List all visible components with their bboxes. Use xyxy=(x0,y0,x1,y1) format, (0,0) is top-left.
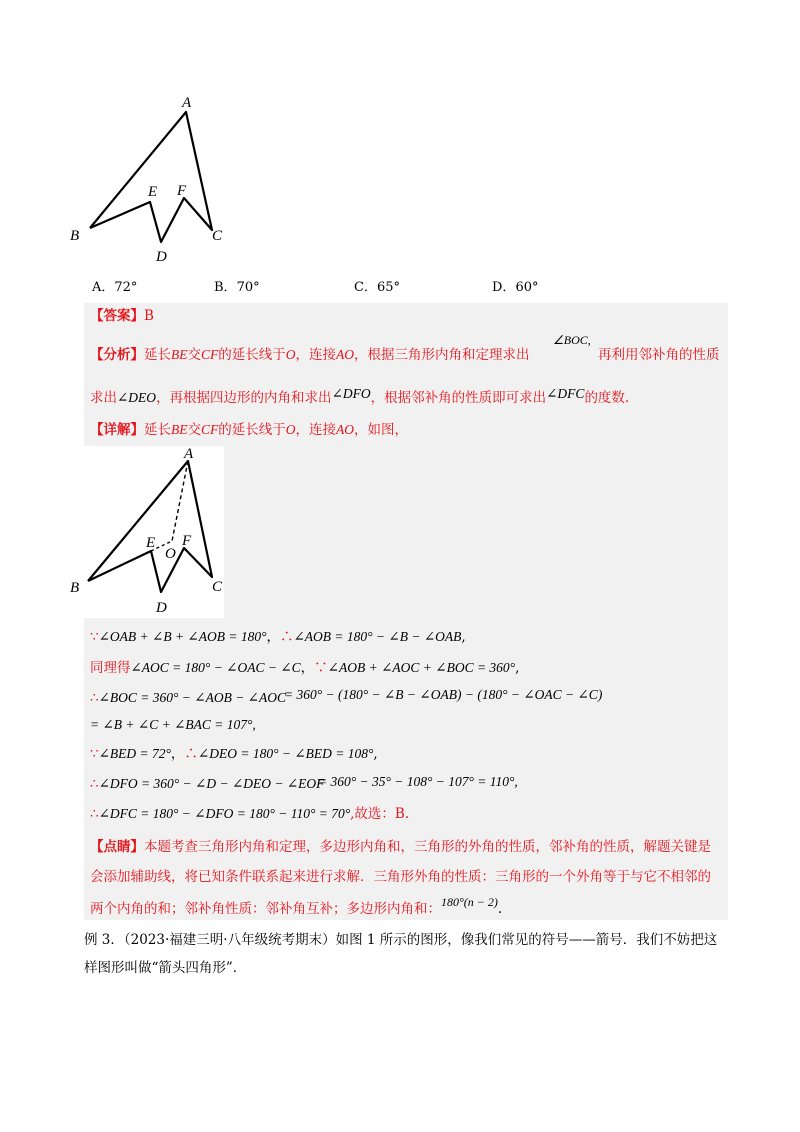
detail-tag: 【详解】 xyxy=(90,422,144,438)
figure-arrowhead-quadrilateral xyxy=(66,92,230,268)
step-7: ∴∠DFC = 180° − ∠DFO = 180° − 110° = 70°,故选：B. xyxy=(90,806,410,822)
analysis-tag: 【分析】 xyxy=(90,347,144,363)
label-O: O xyxy=(165,546,176,562)
example-3-line-1: 例 3．（2023·福建三明·八年级统考期末）如图 1 所示的图形，像我们常见的符号——箭号．我们不妨把这 xyxy=(84,932,718,948)
angle-dfo: ∠DFO xyxy=(331,386,371,401)
review-tag: 【点睛】 xyxy=(90,839,144,855)
analysis-line-1: 【分析】延长BE交CF的延长线于O，连接AO，根据三角形内角和定理求出 xyxy=(90,347,530,363)
option-b[interactable]: B．70° xyxy=(214,280,260,295)
label-D: D xyxy=(156,600,167,616)
step-6-evaluation: = 360° − 35° − 108° − 107° = 110°, xyxy=(318,774,518,789)
option-a[interactable]: A．72° xyxy=(92,280,138,295)
label-A: A xyxy=(182,95,192,111)
angle-boc: ∠BOC, xyxy=(553,333,591,347)
step-5: ∵∠BED = 72°，∴∠DEO = 180° − ∠BED = 108°, xyxy=(90,746,378,762)
detail-line: 【详解】延长BE交CF的延长线于O，连接AO，如图， xyxy=(90,422,409,438)
step-3-expansion: = 360° − (180° − ∠B − ∠OAB) − (180° − ∠OAC − ∠C) xyxy=(284,687,603,702)
angle-deo: ∠DEO xyxy=(117,390,157,405)
analysis-line-1-end: 再利用邻补角的性质 xyxy=(598,347,720,363)
option-d[interactable]: D．60° xyxy=(492,280,539,295)
analysis-line-2: 求出∠DEO，再根据四边形的内角和求出∠DFO，根据邻补角的性质即可求出∠DFC的度数. xyxy=(90,386,630,406)
label-F: F xyxy=(182,533,192,549)
example-3-line-2: 样图形叫做“箭头四角形”． xyxy=(84,960,247,976)
label-C: C xyxy=(212,579,223,595)
label-A: A xyxy=(184,446,194,462)
answer-line xyxy=(90,305,154,327)
label-C: C xyxy=(212,228,223,244)
step-2: 同理得∠AOC = 180° − ∠OAC − ∠C，∵∠AOB + ∠AOC + ∠BOC = 360°, xyxy=(90,660,520,676)
label-B: B xyxy=(70,228,80,244)
step-3: ∴∠BOC = 360° − ∠AOB − ∠AOC xyxy=(90,690,286,706)
label-E: E xyxy=(148,184,158,200)
figure-with-auxiliary-line xyxy=(66,446,224,618)
step-6: ∴∠DFO = 360° − ∠D − ∠DEO − ∠EOF xyxy=(90,776,325,792)
label-E: E xyxy=(146,535,156,551)
label-D: D xyxy=(156,249,167,265)
option-c[interactable]: C．65° xyxy=(354,280,400,295)
review-line-1: 【点睛】本题考查三角形内角和定理，多边形内角和，三角形的外角的性质，邻补角的性质，解题关键是 xyxy=(90,839,711,855)
answer-options xyxy=(92,276,712,298)
label-F: F xyxy=(177,183,187,199)
angle-dfc: ∠DFC xyxy=(546,386,585,401)
answer-value: B xyxy=(144,308,154,324)
review-line-3: 两个内角的和；邻补角性质：邻补角互补；多边形内角和：180°(n − 2). xyxy=(90,895,503,917)
review-line-2: 会添加辅助线，将已知条件联系起来进行求解．三角形外角的性质：三角形的一个外角等于与它不相邻的 xyxy=(90,869,711,885)
step-4: = ∠B + ∠C + ∠BAC = 107°, xyxy=(90,717,256,732)
answer-tag: 【答案】 xyxy=(90,308,144,324)
polygon-angle-sum-formula: 180°(n − 2) xyxy=(441,895,498,909)
label-B: B xyxy=(70,580,80,596)
step-1: ∵∠OAB + ∠B + ∠AOB = 180°，∴∠AOB = 180° − ∠B − ∠OAB, xyxy=(90,629,466,645)
